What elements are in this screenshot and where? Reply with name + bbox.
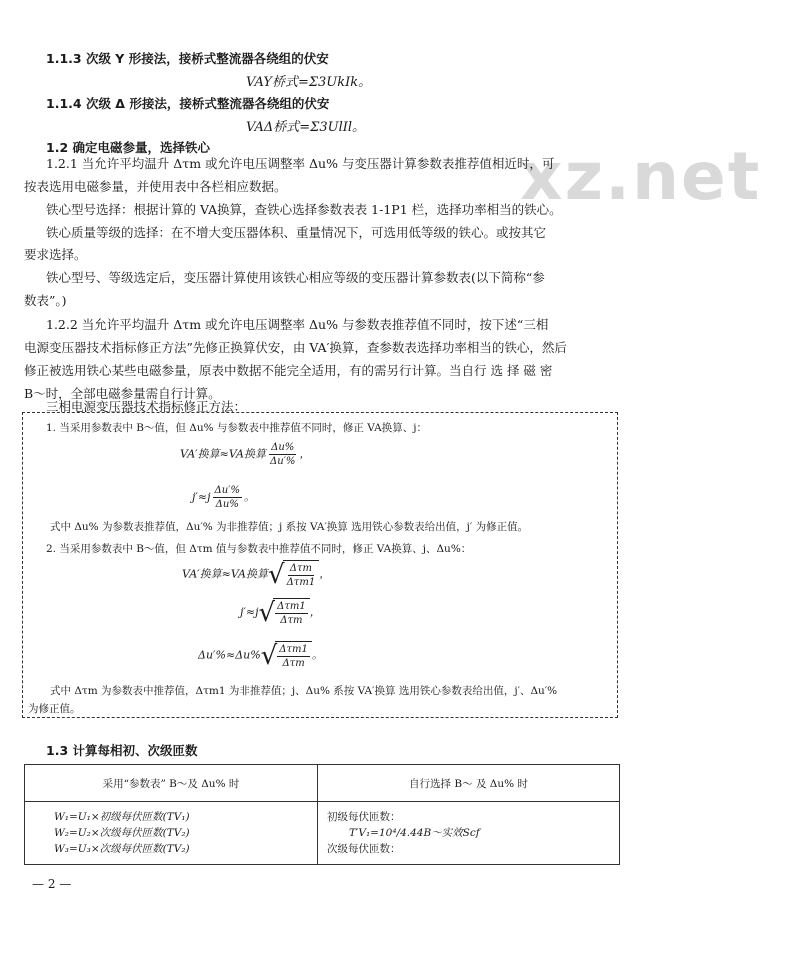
table-row bbox=[25, 802, 620, 865]
turns-table bbox=[24, 764, 620, 865]
box-item-2: 2. 当采用参数表中 B～值，但 Δτm 值与参数表中推荐值不同时，修正 VA换算、j、Δu%： bbox=[46, 543, 472, 555]
eq5-denominator: Δτm bbox=[282, 658, 305, 669]
paragraph-1-2-1-line2: 按表选用电磁参量，并使用表中各栏相应数据。 bbox=[24, 179, 287, 194]
eq3-lhs: VA′换算≈VA换算 bbox=[182, 567, 268, 581]
eq3-fraction bbox=[285, 562, 318, 589]
eq4-numerator: Δτm1 bbox=[277, 601, 306, 612]
eq1-numerator: Δu% bbox=[271, 442, 295, 453]
eq5-numerator: Δτm1 bbox=[279, 644, 308, 655]
eq5-end: 。 bbox=[311, 648, 323, 662]
sqrt-sign: √ bbox=[260, 640, 278, 671]
eq2-fraction bbox=[213, 484, 242, 511]
eq1-denominator: Δu′% bbox=[270, 456, 296, 467]
eq5-fraction bbox=[277, 643, 310, 670]
paragraph-core-model: 铁心型号选择：根据计算的 VA换算，查铁心选择参数表表 1-1P1 栏，选择功率相当的铁心。 bbox=[46, 202, 562, 217]
eq3-sqrt bbox=[268, 560, 319, 589]
table-line: W₁=U₁×初级每伏匝数(TV₁) bbox=[54, 811, 190, 823]
eq4-lhs: j′≈j bbox=[240, 605, 259, 619]
formula-va-y-bridge: VAY桥式=Σ3UkIk。 bbox=[246, 75, 372, 90]
table-header-row bbox=[25, 765, 620, 802]
box-note-2-line2: 为修正值。 bbox=[28, 703, 81, 715]
paragraph-core-grade-line2: 要求选择。 bbox=[24, 247, 87, 262]
eq2-denominator: Δu% bbox=[215, 499, 239, 510]
sqrt-sign: √ bbox=[268, 559, 285, 590]
table-line: W₃=U₃×次级每伏匝数(TV₂) bbox=[54, 843, 190, 855]
table-line: W₂=U₂×次级每伏匝数(TV₂) bbox=[54, 827, 190, 839]
eq2-end: 。 bbox=[243, 490, 255, 504]
eq4-fraction bbox=[275, 600, 308, 627]
table-cell-col2 bbox=[318, 802, 620, 865]
eq1-lhs: VA′换算≈VA换算 bbox=[180, 447, 266, 461]
table-line: T′V₁=10⁴/4.44B～实效Scf bbox=[349, 827, 480, 839]
paragraph-param-table-line1: 铁心型号、等级选定后，变压器计算使用该铁心相应等级的变压器计算参数表(以下简称“参 bbox=[46, 270, 545, 285]
box-equation-3 bbox=[182, 560, 330, 589]
table-header-col1: 采用“参数表” B～及 Δu% 时 bbox=[25, 765, 318, 802]
eq4-sqrt bbox=[259, 598, 310, 627]
eq1-end: ， bbox=[299, 447, 311, 461]
heading-1-2: 1.2 确定电磁参量，选择铁心 bbox=[46, 140, 210, 155]
paragraph-1-2-2-line1: 1.2.2 当允许平均温升 Δτm 或允许电压调整率 Δu% 与参数表推荐值不同时，按下述“三相 bbox=[46, 317, 549, 332]
box-item-1: 1. 当采用参数表中 B～值，但 Δu% 与参数表中推荐值不同时，修正 VA换算、j： bbox=[46, 422, 427, 434]
heading-1-1-4: 1.1.4 次级 Δ 形接法，接桥式整流器各绕组的伏安 bbox=[46, 96, 330, 111]
box-note-1: 式中 Δu% 为参数表推荐值，Δu′% 为非推荐值；j 系按 VA′换算 选用铁心参数表给出值，j′ 为修正值。 bbox=[50, 521, 529, 533]
eq4-end: ， bbox=[309, 605, 321, 619]
paragraph-param-table-line2: 数表”。) bbox=[24, 293, 67, 308]
formula-va-delta-bridge: VAΔ桥式=Σ3UlIl。 bbox=[246, 120, 366, 135]
sqrt-sign: √ bbox=[258, 597, 276, 628]
table-line: 次级每伏匝数： bbox=[327, 843, 401, 855]
eq4-denominator: Δτm bbox=[280, 615, 303, 626]
box-equation-2 bbox=[192, 484, 255, 511]
paragraph-core-grade-line1: 铁心质量等级的选择：在不增大变压器体积、重量情况下，可选用低等级的铁心。或按其它 bbox=[46, 225, 547, 240]
box-note-2-line1: 式中 Δτm 为参数表中推荐值，Δτm1 为非推荐值；j、Δu% 系按 VA′换算 选用铁心参数表给出值，j′、Δu′% bbox=[50, 685, 558, 697]
eq3-denominator: Δτm1 bbox=[286, 577, 316, 588]
watermark: xz.net bbox=[520, 138, 762, 215]
table-cell-col1 bbox=[25, 802, 318, 865]
box-equation-5 bbox=[198, 641, 323, 670]
table-header-col2: 自行选择 B～ 及 Δu% 时 bbox=[318, 765, 620, 802]
paragraph-1-2-1-line1: 1.2.1 当允许平均温升 Δτm 或允许电压调整率 Δu% 与变压器计算参数表推荐值相近时，可 bbox=[46, 156, 555, 171]
heading-1-1-3: 1.1.3 次级 Y 形接法，接桥式整流器各绕组的伏安 bbox=[46, 51, 329, 66]
table-line: 初级每伏匝数： bbox=[327, 811, 401, 823]
eq5-sqrt bbox=[261, 641, 312, 670]
eq3-end: ， bbox=[319, 567, 331, 581]
eq3-numerator: Δτm bbox=[289, 563, 312, 574]
eq5-lhs: Δu′%≈Δu% bbox=[198, 648, 261, 662]
eq2-numerator: Δu′% bbox=[214, 485, 240, 496]
box-equation-4 bbox=[240, 598, 321, 627]
page-number: — 2 — bbox=[32, 877, 72, 891]
heading-1-3: 1.3 计算每相初、次级匝数 bbox=[46, 743, 198, 758]
paragraph-1-2-2-line3: 修正被选用铁心某些电磁参量，原表中数据不能完全适用，有的需另行计算。当自行 选 择 磁 密 bbox=[24, 363, 553, 378]
eq2-lhs: j′≈j bbox=[192, 490, 211, 504]
eq1-fraction bbox=[268, 441, 297, 468]
paragraph-correction-method-title: 三相电源变压器技术指标修正方法： bbox=[46, 399, 247, 414]
box-equation-1 bbox=[180, 441, 310, 468]
paragraph-1-2-2-line2: 电源变压器技术指标修正方法”先修正换算伏安，由 VA′换算，查参数表选择功率相当的铁心，然后 bbox=[24, 340, 567, 355]
paragraph-1-2-2-line4: B～时，全部电磁参量需自行计算。 bbox=[24, 386, 221, 401]
